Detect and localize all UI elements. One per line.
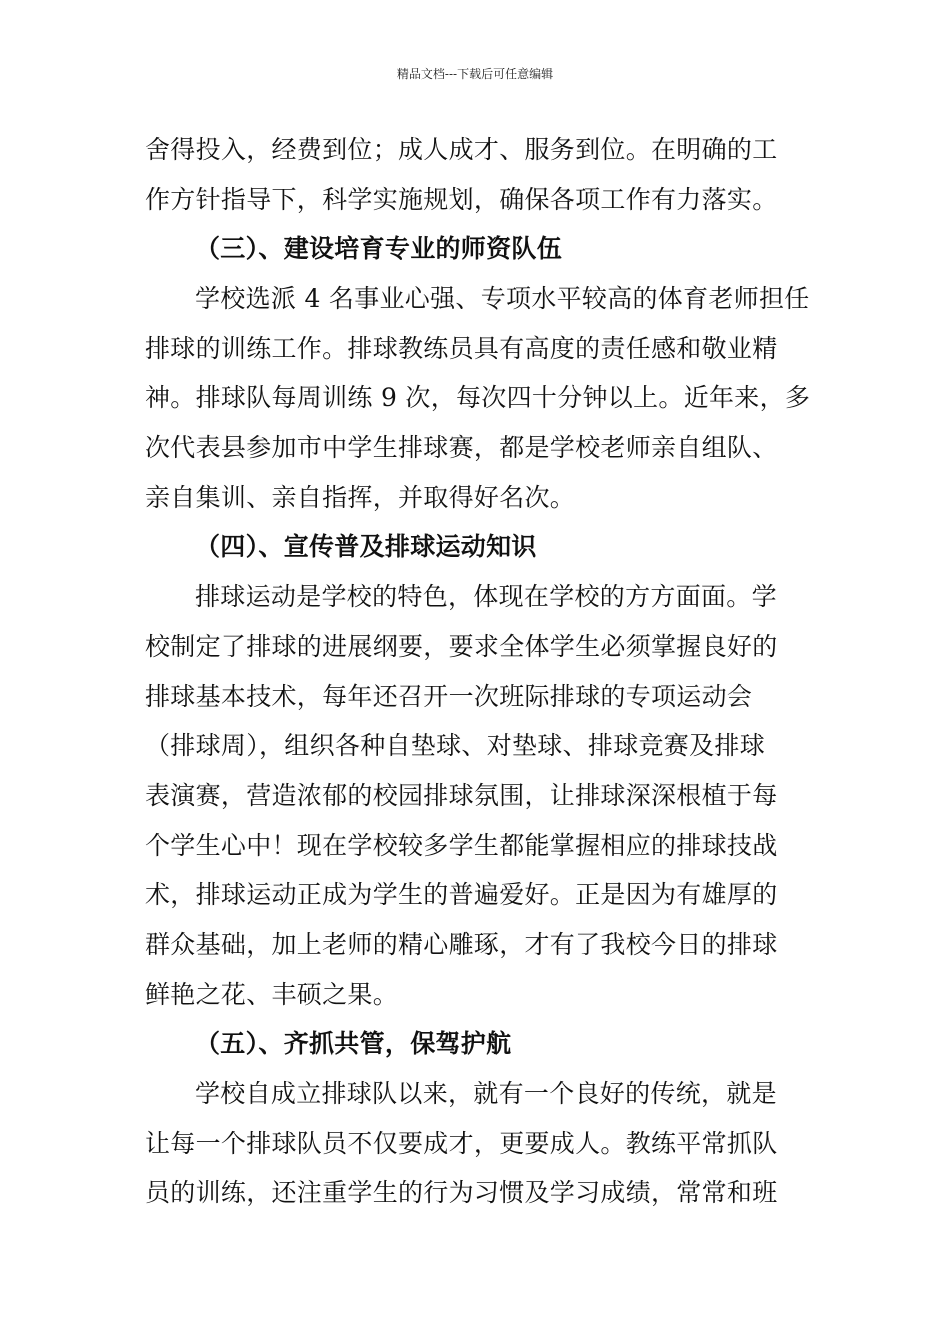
body-line: 个学生心中！现在学校较多学生都能掌握相应的排球技战: [145, 831, 778, 860]
body-line: 表演赛，营造浓郁的校园排球氛围，让排球深深根植于每: [145, 781, 778, 810]
body-line: 让每一个排球队员不仅要成才，更要成人。教练平常抓队: [145, 1129, 778, 1158]
body-line: 群众基础，加上老师的精心雕琢，才有了我校今日的排球: [145, 930, 778, 959]
body-line: 亲自集训、亲自指挥，并取得好名次。: [145, 483, 576, 512]
body-line: 员的训练，还注重学生的行为习惯及学习成绩，常常和班: [145, 1178, 778, 1207]
body-line: （排球周），组织各种自垫球、对垫球、排球竞赛及排球: [145, 731, 766, 760]
body-line: 神。排球队每周训练 9 次，每次四十分钟以上。近年来，多: [145, 383, 811, 412]
body-line: 次代表县参加市中学生排球赛，都是学校老师亲自组队、: [145, 433, 778, 462]
page-header: 精品文档---下载后可任意编辑: [396, 67, 554, 81]
section-heading-5: （五）、齐抓共管，保驾护航: [195, 1029, 512, 1058]
section-heading-4: （四）、宣传普及排球运动知识: [195, 532, 537, 561]
body-line: 学校选派 4 名事业心强、专项水平较高的体育老师担任: [195, 284, 810, 313]
body-line: 排球基本技术，每年还召开一次班际排球的专项运动会: [145, 682, 753, 711]
body-line: 排球的训练工作。排球教练员具有高度的责任感和敬业精: [145, 334, 778, 363]
body-line: 术，排球运动正成为学生的普遍爱好。正是因为有雄厚的: [145, 880, 778, 909]
body-line: 排球运动是学校的特色，体现在学校的方方面面。学: [195, 582, 777, 611]
body-line: 学校自成立排球队以来，就有一个良好的传统，就是: [195, 1079, 777, 1108]
section-heading-3: （三）、建设培育专业的师资队伍: [195, 234, 563, 263]
body-line: 舍得投入，经费到位；成人成才、服务到位。在明确的工: [145, 135, 778, 164]
body-line: 作方针指导下，科学实施规划，确保各项工作有力落实。: [145, 185, 778, 214]
body-line: 鲜艳之花、丰硕之果。: [145, 980, 399, 1009]
body-line: 校制定了排球的进展纲要，要求全体学生必须掌握良好的: [145, 632, 778, 661]
